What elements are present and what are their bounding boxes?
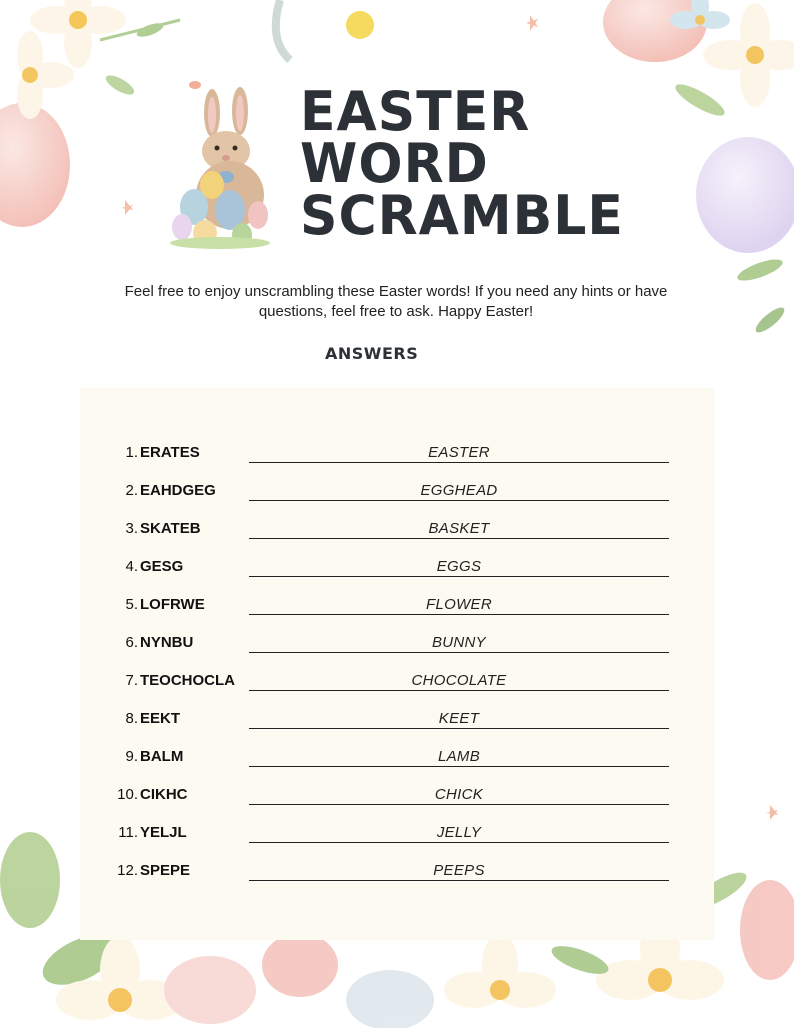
scrambled-word: EEKT: [140, 710, 181, 727]
list-item: [80, 672, 714, 692]
item-number: 5.: [125, 596, 138, 613]
list-item: [80, 786, 714, 806]
answer-line: [249, 842, 669, 843]
answer-word: LAMB: [437, 748, 481, 765]
answer-word: CHICK: [434, 786, 484, 803]
answer-line: [249, 576, 669, 577]
list-item: [80, 710, 714, 730]
title-line-2: WORD: [300, 132, 489, 196]
list-item: [80, 558, 714, 578]
item-number: 4.: [125, 558, 138, 575]
answer-line: [249, 690, 669, 691]
answer-line: [249, 766, 669, 767]
list-item: [80, 482, 714, 502]
item-number: 3.: [125, 520, 138, 537]
list-item: [80, 596, 714, 616]
answer-word: PEEPS: [433, 862, 485, 879]
item-number: 10.: [117, 786, 138, 803]
answer-line: [249, 804, 669, 805]
list-item: [80, 634, 714, 654]
scrambled-word: SPEPE: [140, 862, 191, 879]
answer-line: [249, 500, 669, 501]
title-line-3: SCRAMBLE: [300, 184, 624, 248]
item-number: 8.: [125, 710, 138, 727]
list-item: [80, 748, 714, 768]
answer-word: BASKET: [428, 520, 490, 537]
answer-word: KEET: [438, 710, 480, 727]
answer-panel: [80, 388, 714, 940]
scrambled-word: CIKHC: [140, 786, 188, 803]
list-item: [80, 444, 714, 464]
item-number: 7.: [125, 672, 138, 689]
scrambled-word: LOFRWE: [140, 596, 205, 613]
list-item: [80, 824, 714, 844]
intro-text: Feel free to enjoy unscrambling these Easter words! If you need any hints or have questions, feel free to ask. Happy Easter!: [124, 283, 668, 320]
answer-line: [249, 614, 669, 615]
item-number: 6.: [125, 634, 138, 651]
answer-line: [249, 728, 669, 729]
answer-word: EGGS: [436, 558, 482, 575]
scrambled-word: SKATEB: [140, 520, 201, 537]
scrambled-word: NYNBU: [140, 634, 194, 651]
item-number: 12.: [117, 862, 138, 879]
title-line-1: EASTER: [300, 80, 531, 144]
answer-word: CHOCOLATE: [411, 672, 507, 689]
scrambled-word: TEOCHOCLA: [140, 672, 235, 689]
item-number: 9.: [125, 748, 138, 765]
item-number: 2.: [125, 482, 138, 499]
answer-word: EASTER: [428, 444, 490, 461]
scrambled-word: BALM: [140, 748, 184, 765]
answers-heading: ANSWERS: [325, 344, 419, 363]
answer-line: [249, 538, 669, 539]
scrambled-word: ERATES: [140, 444, 200, 461]
list-item: [80, 520, 714, 540]
answer-word: JELLY: [436, 824, 482, 841]
answer-line: [249, 652, 669, 653]
item-number: 1.: [125, 444, 138, 461]
answer-word: EGGHEAD: [420, 482, 498, 499]
answer-line: [249, 462, 669, 463]
list-item: [80, 862, 714, 882]
item-number: 11.: [118, 824, 138, 841]
scrambled-word: YELJL: [140, 824, 187, 841]
page-title: [300, 80, 624, 248]
scrambled-word: GESG: [140, 558, 184, 575]
answer-line: [249, 880, 669, 881]
answer-word: FLOWER: [426, 596, 492, 613]
scrambled-word: EAHDGEG: [140, 482, 216, 499]
answer-word: BUNNY: [431, 634, 486, 651]
